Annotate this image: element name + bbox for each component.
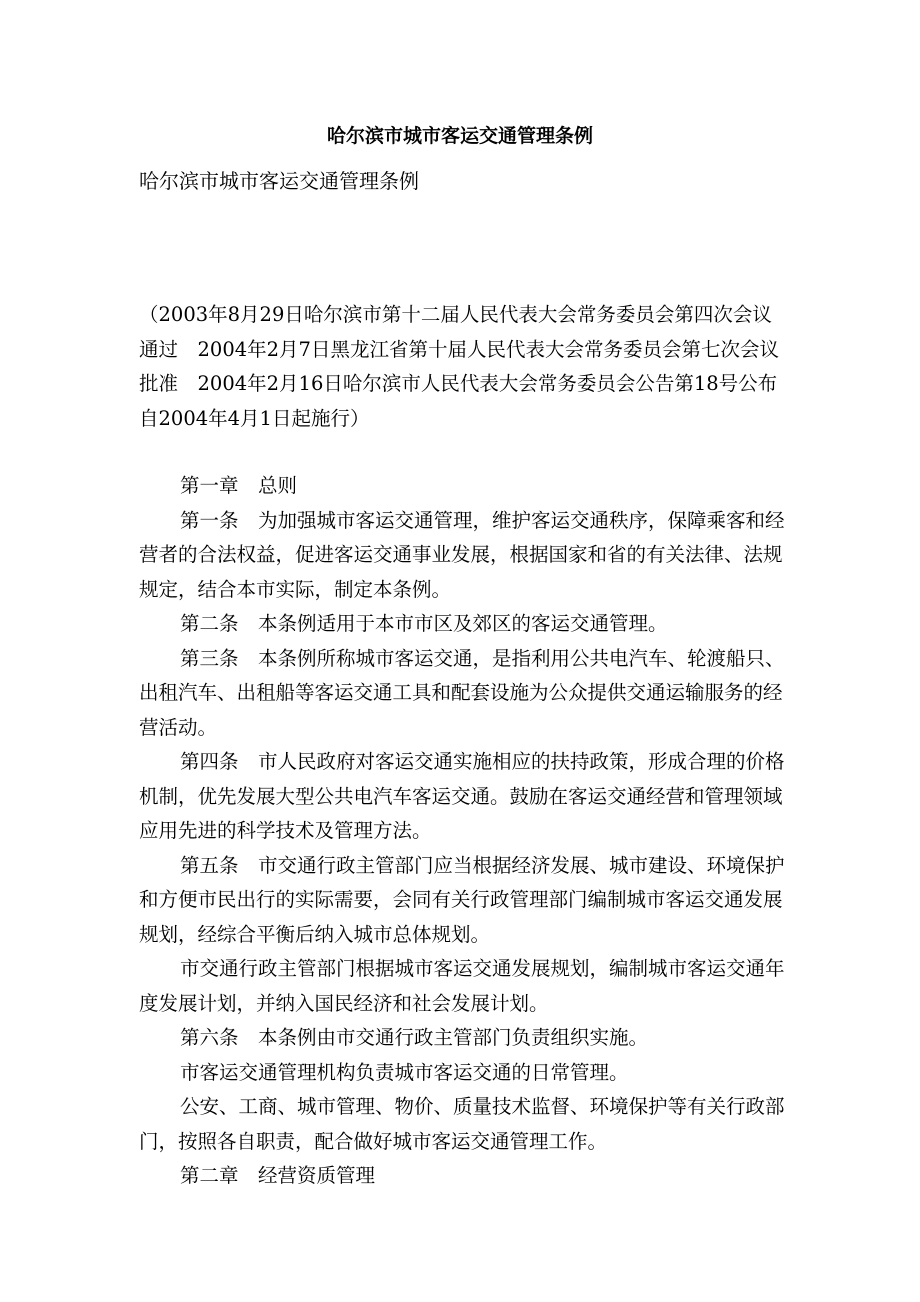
article-paragraph: 第三条 本条例所称城市客运交通，是指利用公共电汽车、轮渡船只、出租汽车、出租船等客运交通工具和配套设施为公众提供交通运输服务的经营活动。 [139,646,785,739]
enactment-note [139,298,797,436]
document-body [139,469,791,1194]
article-paragraph: 第一条 为加强城市客运交通管理，维护客运交通秩序，保障乘客和经营者的合法权益，促进客运交通事业发展，根据国家和省的有关法律、法规规定，结合本市实际，制定本条例。 [139,508,785,601]
chapter-heading: 第一章 总则 [180,474,298,497]
enactment-note-text: （2003年8月29日哈尔滨市第十二届人民代表大会常务委员会第四次会议通过 2004年2月7日黑龙江省第十届人民代表大会常务委员会第七次会议批准 2004年2月16日哈尔滨市人民代表大会常务委员会公告第18号公布 自2004年4月1日起施行） [139,303,797,430]
article-paragraph: 第五条 市交通行政主管部门应当根据经济发展、城市建设、环境保护和方便市民出行的实际需要，会同有关行政管理部门编制城市客运交通发展规划，经综合平衡后纳入城市总体规划。 [139,853,785,946]
article-paragraph: 公安、工商、城市管理、物价、质量技术监督、环境保护等有关行政部门，按照各自职责，配合做好城市客运交通管理工作。 [139,1095,785,1153]
article-paragraph: 第二条 本条例适用于本市市区及郊区的客运交通管理。 [180,612,668,635]
article-paragraph: 市交通行政主管部门根据城市客运交通发展规划，编制城市客运交通年度发展计划，并纳入国民经济和社会发展计划。 [139,957,785,1015]
chapter-heading: 第二章 经营资质管理 [180,1164,376,1187]
document-subtitle: 哈尔滨市城市客运交通管理条例 [139,169,419,193]
document-title: 哈尔滨市城市客运交通管理条例 [326,125,593,147]
article-paragraph: 第六条 本条例由市交通行政主管部门负责组织实施。 [180,1026,649,1049]
article-paragraph: 第四条 市人民政府对客运交通实施相应的扶持政策，形成合理的价格机制，优先发展大型公共电汽车客运交通。鼓励在客运交通经营和管理领域应用先进的科学技术及管理方法。 [139,750,785,842]
article-paragraph: 市客运交通管理机构负责城市客运交通的日常管理。 [180,1060,629,1084]
